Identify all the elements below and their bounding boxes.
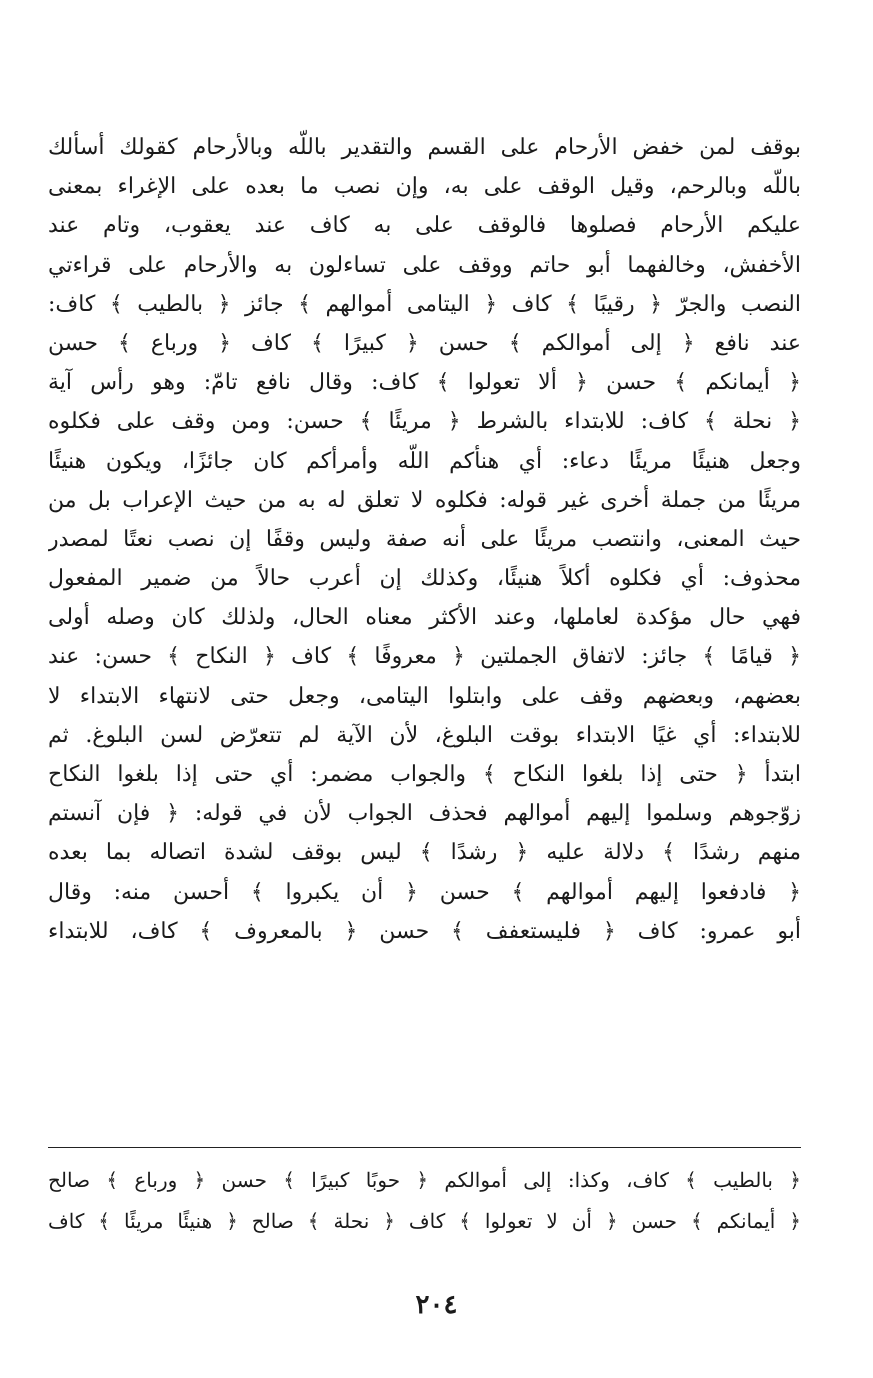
text-line-4: الأخفش، وخالفهما أبو حاتم ووقف على تساءلون به والأرحام على قراءتي bbox=[48, 252, 801, 278]
page-number: ٢٠٤ bbox=[415, 1290, 458, 1320]
text-line-13: فهي حال مؤكدة لعاملها، وعند الأكثر معناه الحال، ولذلك كان وصله أولى bbox=[48, 605, 801, 631]
text-line-12: محذوف: أي فكلوه أكلاً هنيئًا، وكذلك إن أعرب حالاً من ضمير المفعول bbox=[48, 566, 801, 592]
text-line-11: حيث المعنى، وانتصب مريئًا على أنه صفة وليس وقفًا إن نصب نعتًا لمصدر bbox=[48, 526, 801, 552]
footnote-block bbox=[48, 1160, 801, 1242]
footnote-line-1: ﴿ بالطيب ﴾ كاف، وكذا: إلى أموالكم ﴿ حوبًا كبيرًا ﴾ حسن ﴿ ورباع ﴾ صالح bbox=[48, 1168, 801, 1192]
text-line-3: عليكم الأرحام فصلوها فالوقف على به كاف عند يعقوب، وتام عند bbox=[48, 213, 801, 239]
text-line-2: باللّه وبالرحم، وقيل الوقف على به، وإن نصب ما بعده على الإغراء بمعنى bbox=[48, 174, 801, 200]
text-line-8: ﴿ نحلة ﴾ كاف: للابتداء بالشرط ﴿ مريئًا ﴾ حسن: ومن وقف على فكلوه bbox=[48, 409, 801, 435]
text-line-10: مريئًا من جملة أخرى غير قوله: فكلوه لا تعلق له به من حيث الإعراب بل من bbox=[48, 487, 801, 513]
text-line-14: ﴿ قيامًا ﴾ جائز: لاتفاق الجملتين ﴿ معروفًا ﴾ كاف ﴿ النكاح ﴾ حسن: عند bbox=[48, 644, 801, 670]
text-line-17: ابتدأ ﴿ حتى إذا بلغوا النكاح ﴾ والجواب مضمر: أي حتى إذا بلغوا النكاح bbox=[48, 762, 801, 787]
text-line-1: بوقف لمن خفض الأرحام على القسم والتقدير باللّه وبالأرحام كقولك أسألك bbox=[48, 135, 801, 160]
text-line-5: النصب والجرّ ﴿ رقيبًا ﴾ كاف ﴿ اليتامى أموالهم ﴾ جائز ﴿ بالطيب ﴾ كاف: bbox=[48, 291, 801, 317]
footnote-separator bbox=[48, 1147, 801, 1148]
text-line-6: عند نافع ﴿ إلى أموالكم ﴾ حسن ﴿ كبيرًا ﴾ كاف ﴿ ورباع ﴾ حسن bbox=[48, 330, 801, 356]
text-line-16: للابتداء: أي غيًا الابتداء بوقت البلوغ، لأن الآية لم تتعرّض لسن البلوغ. ثم bbox=[48, 722, 801, 748]
text-line-20: ﴿ فادفعوا إليهم أموالهم ﴾ حسن ﴿ أن يكبروا ﴾ أحسن منه: وقال bbox=[48, 879, 801, 905]
footnote-line-2: ﴿ أيمانكم ﴾ حسن ﴿ أن لا تعولوا ﴾ كاف ﴿ نحلة ﴾ صالح ﴿ هنيئًا مريئًا ﴾ كاف bbox=[48, 1209, 801, 1233]
main-text-block bbox=[48, 128, 801, 951]
text-line-18: زوّجوهم وسلموا إليهم أموالهم فحذف الجواب لأن في قوله: ﴿ فإن آنستم bbox=[48, 801, 801, 827]
text-line-19: منهم رشدًا ﴾ دلالة عليه ﴿ رشدًا ﴾ ليس بوقف لشدة اتصاله بما بعده bbox=[48, 840, 801, 866]
text-line-21: أبو عمرو: كاف ﴿ فليستعفف ﴾ حسن ﴿ بالمعروف ﴾ كاف، للابتداء bbox=[48, 918, 801, 944]
text-line-15: بعضهم، وبعضهم وقف على وابتلوا اليتامى، وجعل حتى لانتهاء الابتداء لا bbox=[48, 683, 801, 709]
text-line-9: وجعل هنيئًا مريئًا دعاء: أي هنأكم اللّه وأمرأكم كان جائزًا، ويكون هنيئًا bbox=[48, 448, 801, 474]
text-line-7: ﴿ أيمانكم ﴾ حسن ﴿ ألا تعولوا ﴾ كاف: وقال نافع تامّ: وهو رأس آية bbox=[48, 370, 801, 396]
